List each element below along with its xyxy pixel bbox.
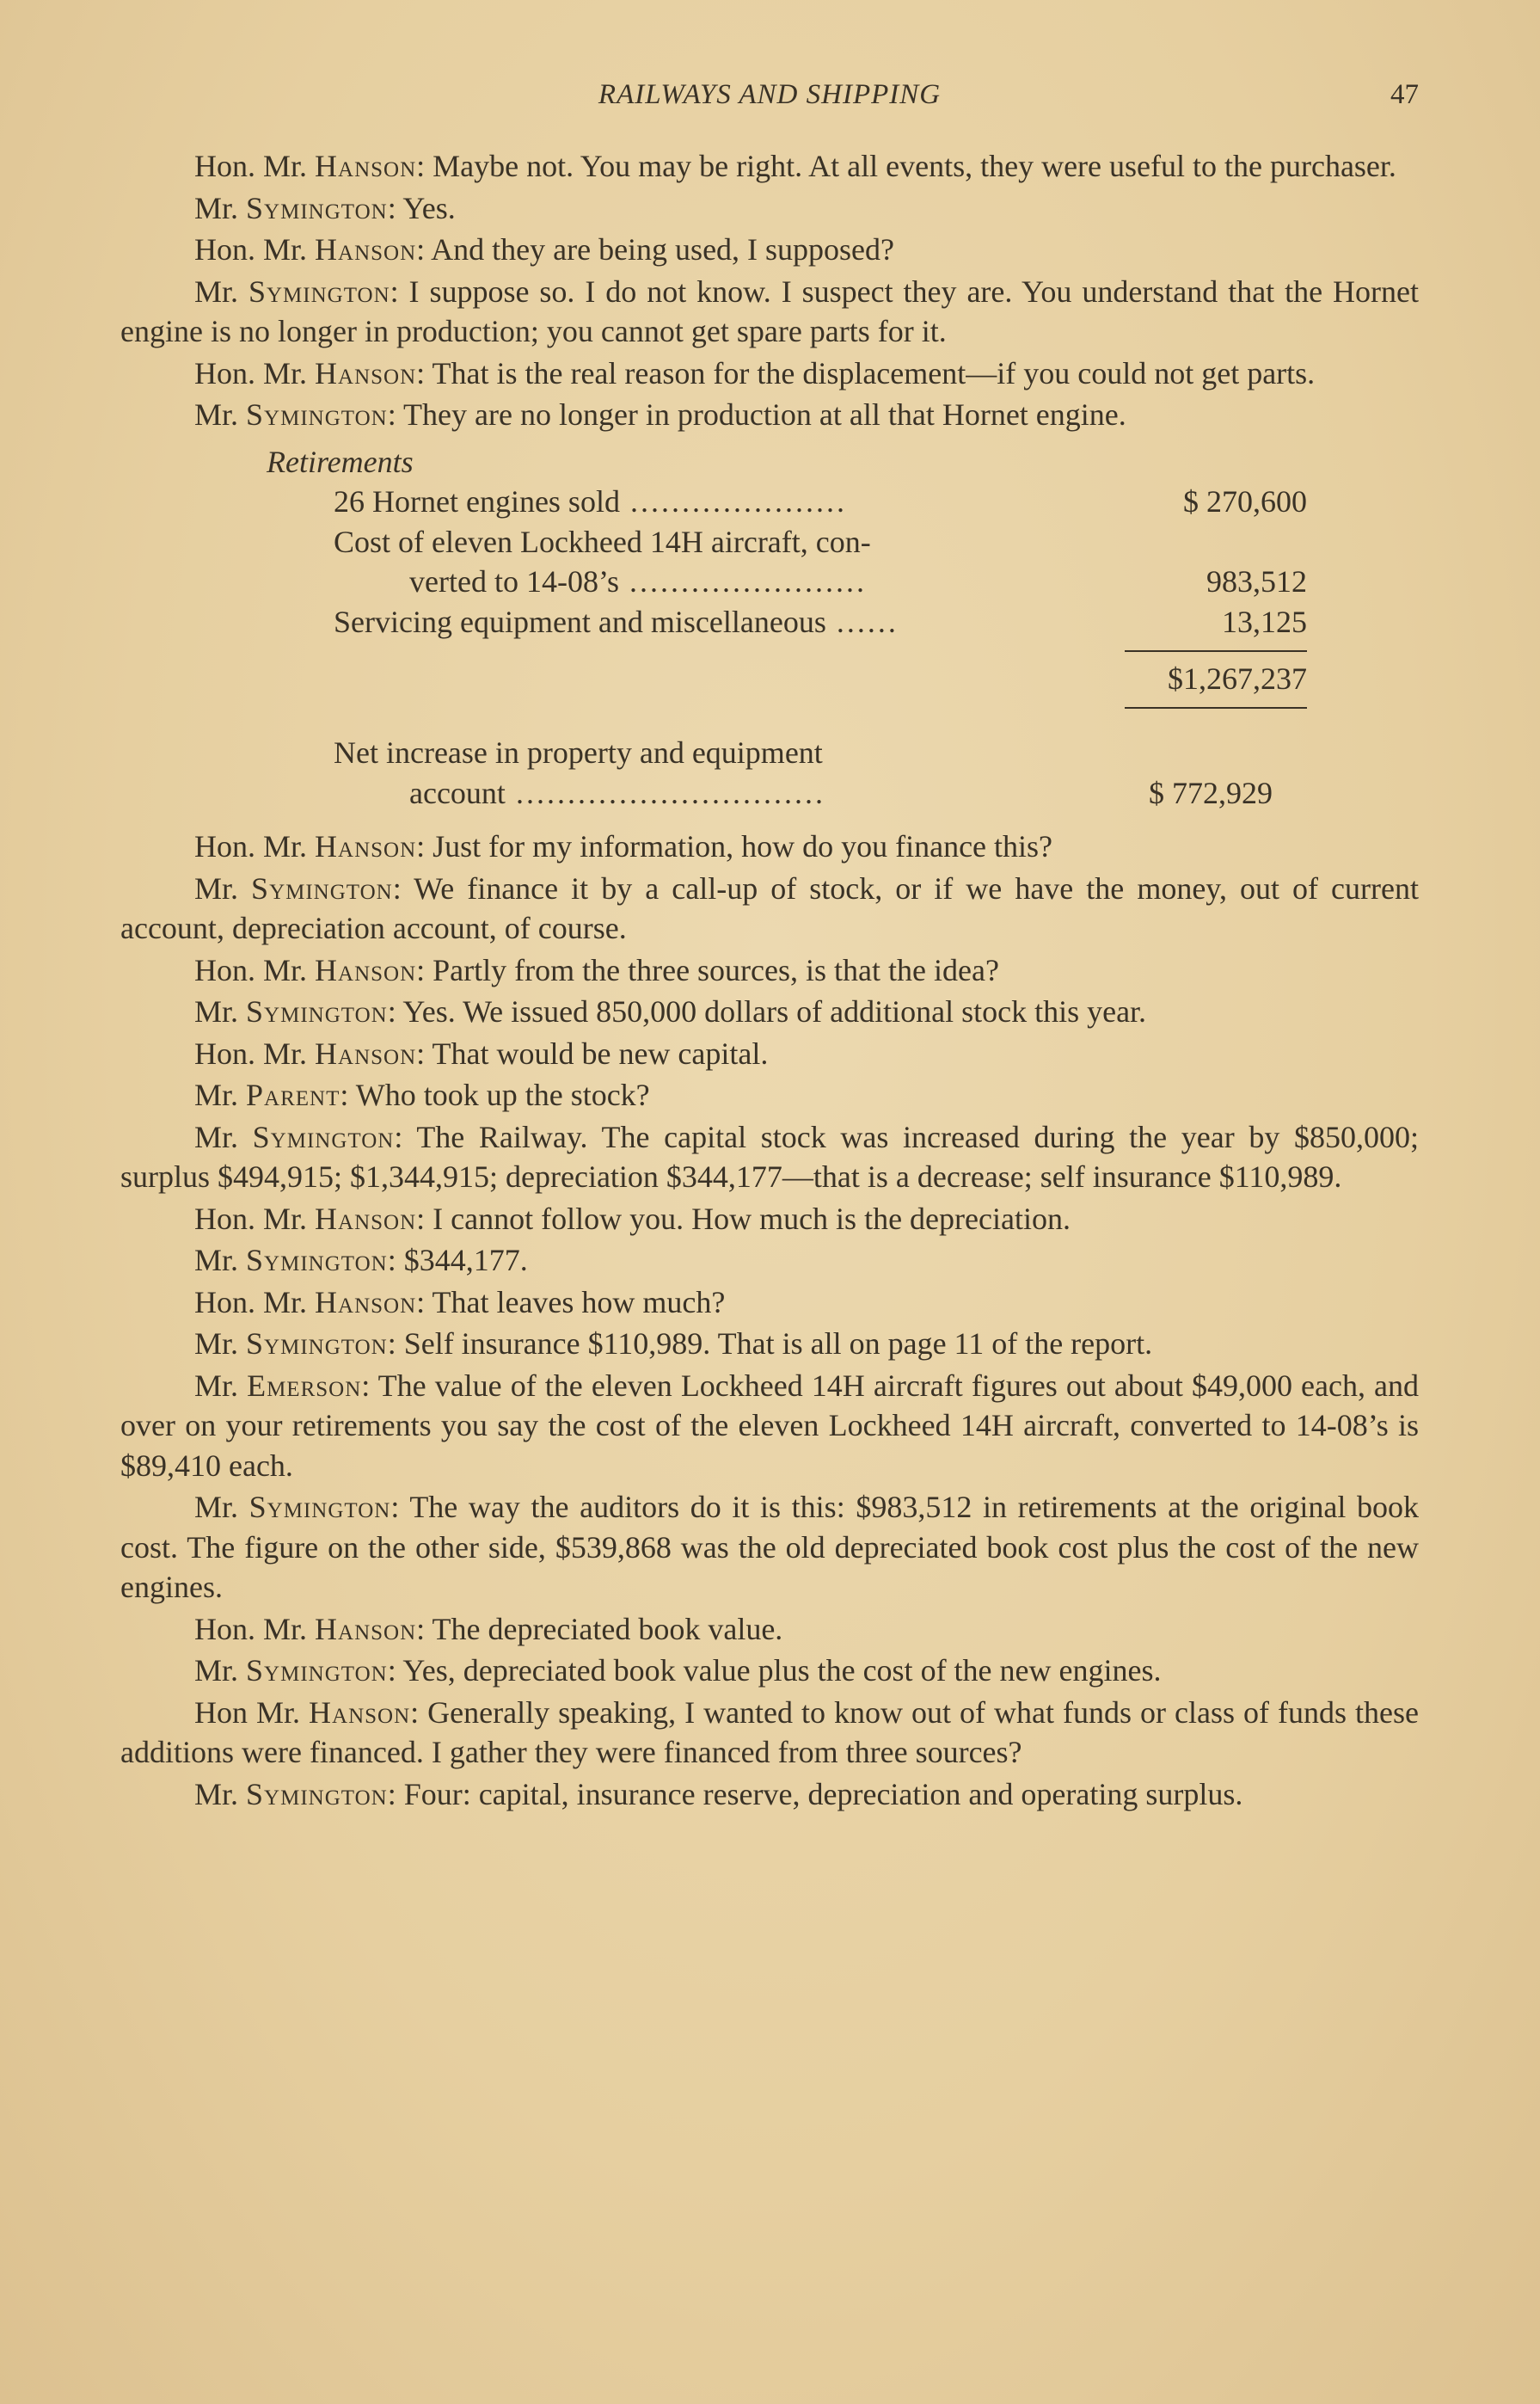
speech-paragraph <box>120 1609 1419 1650</box>
speech-paragraph <box>120 1487 1419 1608</box>
speaker-name: Symington <box>248 274 390 309</box>
speech-paragraph <box>120 1366 1419 1486</box>
speaker-name: Symington <box>246 397 388 432</box>
table-row <box>120 482 1419 522</box>
speech-text: : That leaves how much? <box>416 1284 726 1319</box>
speech-text: : Yes, depreciated book value plus the cost of the new engines. <box>387 1653 1162 1688</box>
speaker-title: Hon. Mr. <box>194 1036 316 1071</box>
speech-paragraph <box>120 1199 1419 1239</box>
speaker-title: Hon. Mr. <box>194 952 316 987</box>
total-rule-bottom <box>1125 707 1307 709</box>
transcript-top <box>120 146 1419 435</box>
table-row <box>120 733 1419 773</box>
speaker-title: Mr. <box>194 397 247 432</box>
speaker-name: Symington <box>246 1653 388 1688</box>
running-title: RAILWAYS AND SHIPPING <box>598 79 942 110</box>
speaker-title: Mr. <box>194 1368 248 1403</box>
speech-paragraph <box>120 1117 1419 1197</box>
speech-paragraph <box>120 1034 1419 1074</box>
speaker-name: Hanson <box>315 1284 417 1319</box>
speaker-name: Hanson <box>315 829 417 864</box>
speaker-title: Mr. <box>194 1078 247 1112</box>
row-label: Servicing equipment and miscellaneous ...... <box>334 604 899 639</box>
speech-text: : $344,177. <box>387 1243 528 1277</box>
speaker-title: Mr. <box>194 1119 253 1154</box>
speaker-name: Hanson <box>315 1201 417 1236</box>
speech-text: : I suppose so. I do not know. I suspect they are. You understand that the Hornet engine is no longer in production; you cannot get spare parts for it. <box>120 274 1419 348</box>
speech-text: : The value of the eleven Lockheed 14H aircraft figures out about $49,000 each, and over on your retirements you say the cost of the eleven Lockheed 14H aircraft, converted to 14-08’s is $89,410 each. <box>120 1368 1419 1483</box>
speech-paragraph <box>120 1240 1419 1281</box>
speech-paragraph <box>120 395 1419 435</box>
row-label: Net increase in property and equipment <box>334 735 823 770</box>
row-amount: 13,125 <box>1222 604 1307 639</box>
speech-paragraph <box>120 272 1419 352</box>
speaker-name: Symington <box>252 1119 395 1154</box>
speech-paragraph <box>120 188 1419 229</box>
speech-text: : The depreciated book value. <box>416 1611 783 1646</box>
speaker-title: Hon. Mr. <box>194 232 316 267</box>
speech-paragraph <box>120 950 1419 991</box>
speech-text: : Four: capital, insurance reserve, depreciation and operating surplus. <box>387 1776 1243 1811</box>
speech-text: : Generally speaking, I wanted to know out of what funds or class of funds these additions were financed. I gather they were financed from three sources? <box>120 1694 1419 1769</box>
speaker-title: Mr. <box>194 1490 249 1524</box>
table-row <box>120 602 1419 643</box>
transcript-bottom <box>120 827 1419 1814</box>
retirements-heading: Retirements <box>267 444 414 479</box>
speech-text: : Yes. We issued 850,000 dollars of additional stock this year. <box>387 994 1147 1029</box>
speech-text: : We finance it by a call-up of stock, or if we have the money, out of current account, depreciation account, of course. <box>120 870 1419 945</box>
speaker-title: Hon. Mr. <box>194 149 316 183</box>
speech-text: : The way the auditors do it is this: $983,512 in retirements at the original book cost. The figure on the other side, $539,868 was the old depreciated book cost plus the cost of the new engines. <box>120 1490 1420 1604</box>
speaker-name: Hanson <box>315 1611 417 1646</box>
speaker-title: Hon. Mr. <box>194 1201 316 1236</box>
speaker-name: Symington <box>246 1776 388 1811</box>
speech-text: : That is the real reason for the displacement—if you could not get parts. <box>416 355 1316 390</box>
speech-paragraph <box>120 354 1419 394</box>
transcript-body <box>120 146 1419 1816</box>
speaker-title: Mr. <box>194 1653 247 1688</box>
net-increase-amount: $ 772,929 <box>1149 775 1273 810</box>
speech-paragraph <box>120 869 1419 949</box>
speech-text: : Yes. <box>387 190 456 225</box>
speaker-name: Parent <box>246 1078 341 1112</box>
speech-paragraph <box>120 1075 1419 1116</box>
speaker-title: Hon Mr. <box>194 1694 310 1730</box>
row-label: verted to 14-08’s ....................... <box>409 564 867 599</box>
retirements-table <box>120 442 1419 814</box>
speech-paragraph <box>120 1324 1419 1364</box>
row-label: Cost of eleven Lockheed 14H aircraft, con- <box>334 524 871 559</box>
speech-text: : I cannot follow you. How much is the depreciation. <box>416 1201 1071 1236</box>
table-row <box>120 773 1419 814</box>
speech-paragraph <box>120 230 1419 270</box>
speaker-title: Mr. <box>194 1243 247 1277</box>
speaker-title: Mr. <box>194 1326 247 1361</box>
speaker-title: Hon. Mr. <box>194 1611 316 1646</box>
speech-paragraph <box>120 992 1419 1032</box>
speaker-name: Symington <box>246 994 388 1029</box>
speech-paragraph <box>120 1693 1419 1773</box>
row-amount: 983,512 <box>1206 564 1307 599</box>
speech-paragraph <box>120 1774 1419 1815</box>
total-row <box>120 642 1419 714</box>
speech-text: : The Railway. The capital stock was increased during the year by $850,000; surplus $494,915; $1,344,915; depreciation $344,177—that is a decrease; self insurance $110,989. <box>120 1119 1419 1194</box>
speaker-name: Symington <box>246 1326 388 1361</box>
speech-paragraph <box>120 1651 1419 1691</box>
table-row <box>120 522 1419 563</box>
speaker-name: Symington <box>246 190 388 225</box>
speaker-name: Hanson <box>315 355 417 390</box>
speech-paragraph <box>120 1282 1419 1323</box>
speech-paragraph <box>120 827 1419 867</box>
row-label: 26 Hornet engines sold ..................... <box>334 484 847 519</box>
speech-paragraph <box>120 146 1419 187</box>
speaker-name: Hanson <box>315 1036 417 1071</box>
speaker-name: Hanson <box>315 149 417 183</box>
speech-text: : They are no longer in production at all that Hornet engine. <box>387 397 1126 432</box>
speaker-name: Symington <box>251 870 393 906</box>
speaker-name: Symington <box>248 1490 391 1524</box>
speech-text: : Just for my information, how do you finance this? <box>416 829 1053 864</box>
table-row <box>120 562 1419 602</box>
speaker-name: Emerson <box>247 1368 362 1403</box>
row-label: account .............................. <box>409 775 825 810</box>
speaker-title: Hon. Mr. <box>194 829 316 864</box>
row-amount: $ 270,600 <box>1183 484 1307 519</box>
speaker-title: Mr. <box>194 274 248 309</box>
speech-text: : Self insurance $110,989. That is all on page 11 of the report. <box>387 1326 1153 1361</box>
total-rule-top <box>1125 650 1307 652</box>
speaker-name: Hanson <box>315 232 417 267</box>
speech-text: : Who took up the stock? <box>340 1078 650 1112</box>
page-number: 47 <box>1390 79 1419 110</box>
page-header <box>120 79 1419 122</box>
speech-text: : And they are being used, I supposed? <box>416 232 895 267</box>
speaker-name: Hanson <box>309 1694 411 1730</box>
speaker-title: Mr. <box>194 1776 247 1811</box>
speaker-title: Hon. Mr. <box>194 355 316 390</box>
total-amount: $1,267,237 <box>1168 661 1307 696</box>
speech-text: : Maybe not. You may be right. At all events, they were useful to the purchaser. <box>416 149 1396 183</box>
speaker-title: Mr. <box>194 994 247 1029</box>
speech-text: : That would be new capital. <box>416 1036 769 1071</box>
speech-text: : Partly from the three sources, is that the idea? <box>416 952 999 987</box>
speaker-name: Symington <box>246 1243 388 1277</box>
speaker-name: Hanson <box>315 952 417 987</box>
speaker-title: Mr. <box>194 870 252 906</box>
speaker-title: Mr. <box>194 190 247 225</box>
speaker-title: Hon. Mr. <box>194 1284 316 1319</box>
